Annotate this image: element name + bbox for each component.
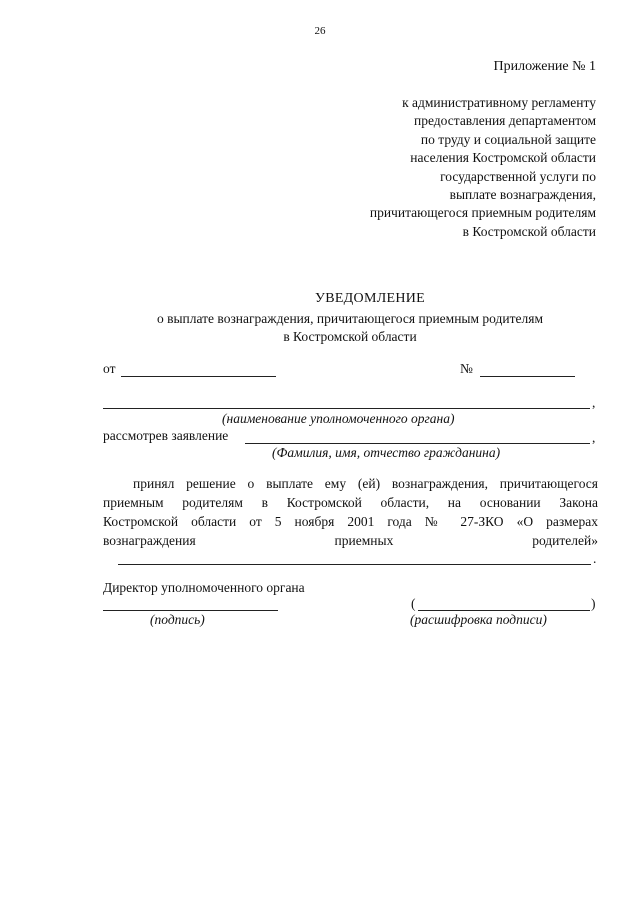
paragraph-line: принял решение о выплате ему (ей) вознаграждения, причитающегося xyxy=(133,476,598,491)
decode-caption: (расшифровка подписи) xyxy=(410,612,547,627)
authority-field-line[interactable] xyxy=(103,408,590,409)
paragraph-line: Костромской области от 5 ноября 2001 года № 27-ЗКО «О размерах xyxy=(103,514,598,529)
appendix-line: в Костромской области xyxy=(462,223,596,239)
notice-title: УВЕДОМЛЕНИЕ xyxy=(314,291,426,306)
paragraph-line: вознаграждения приемных родителей» xyxy=(103,533,598,548)
date-field-line[interactable] xyxy=(121,376,276,377)
paragraph-line: приемным родителям в Костромской области, на основании Закона xyxy=(103,495,598,510)
subtitle-line: о выплате вознаграждения, причитающегося приемным родителям xyxy=(156,311,544,326)
open-paren: ( xyxy=(411,596,416,611)
appendix-line: причитающегося приемным родителям xyxy=(369,205,596,221)
notice-subtitle xyxy=(0,310,640,347)
signature-field-line[interactable] xyxy=(103,610,278,611)
decision-field-line[interactable] xyxy=(118,564,591,565)
appendix-line: предоставления департаментом xyxy=(414,113,596,129)
decision-period: . xyxy=(593,551,597,566)
authority-caption: (наименование уполномоченного органа) xyxy=(222,411,455,426)
appendix-heading: Приложение № 1 xyxy=(493,59,596,74)
number-field-line[interactable] xyxy=(480,376,575,377)
director-label: Директор уполномоченного органа xyxy=(103,580,305,595)
decode-field-line[interactable] xyxy=(418,610,590,611)
appendix-line: по труду и социальной защите xyxy=(420,131,596,147)
appendix-line: населения Костромской области xyxy=(410,150,596,166)
reviewed-label: рассмотрев заявление xyxy=(103,428,229,443)
applicant-caption: (Фамилия, имя, отчество гражданина) xyxy=(272,445,501,460)
decision-paragraph xyxy=(103,474,598,550)
number-label: № xyxy=(460,361,473,376)
appendix-line: к административному регламенту xyxy=(402,95,596,110)
appendix-description xyxy=(370,94,596,241)
applicant-comma: , xyxy=(592,430,596,445)
applicant-field-line[interactable] xyxy=(245,443,590,444)
authority-comma: , xyxy=(592,395,596,410)
from-label: от xyxy=(103,361,116,376)
appendix-line: государственной услуги по xyxy=(440,168,596,184)
subtitle-line: в Костромской области xyxy=(283,329,417,345)
page-number: 26 xyxy=(314,25,326,37)
signature-caption: (подпись) xyxy=(150,612,205,627)
appendix-line: выплате вознаграждения, xyxy=(449,187,596,203)
close-paren: ) xyxy=(591,596,596,611)
